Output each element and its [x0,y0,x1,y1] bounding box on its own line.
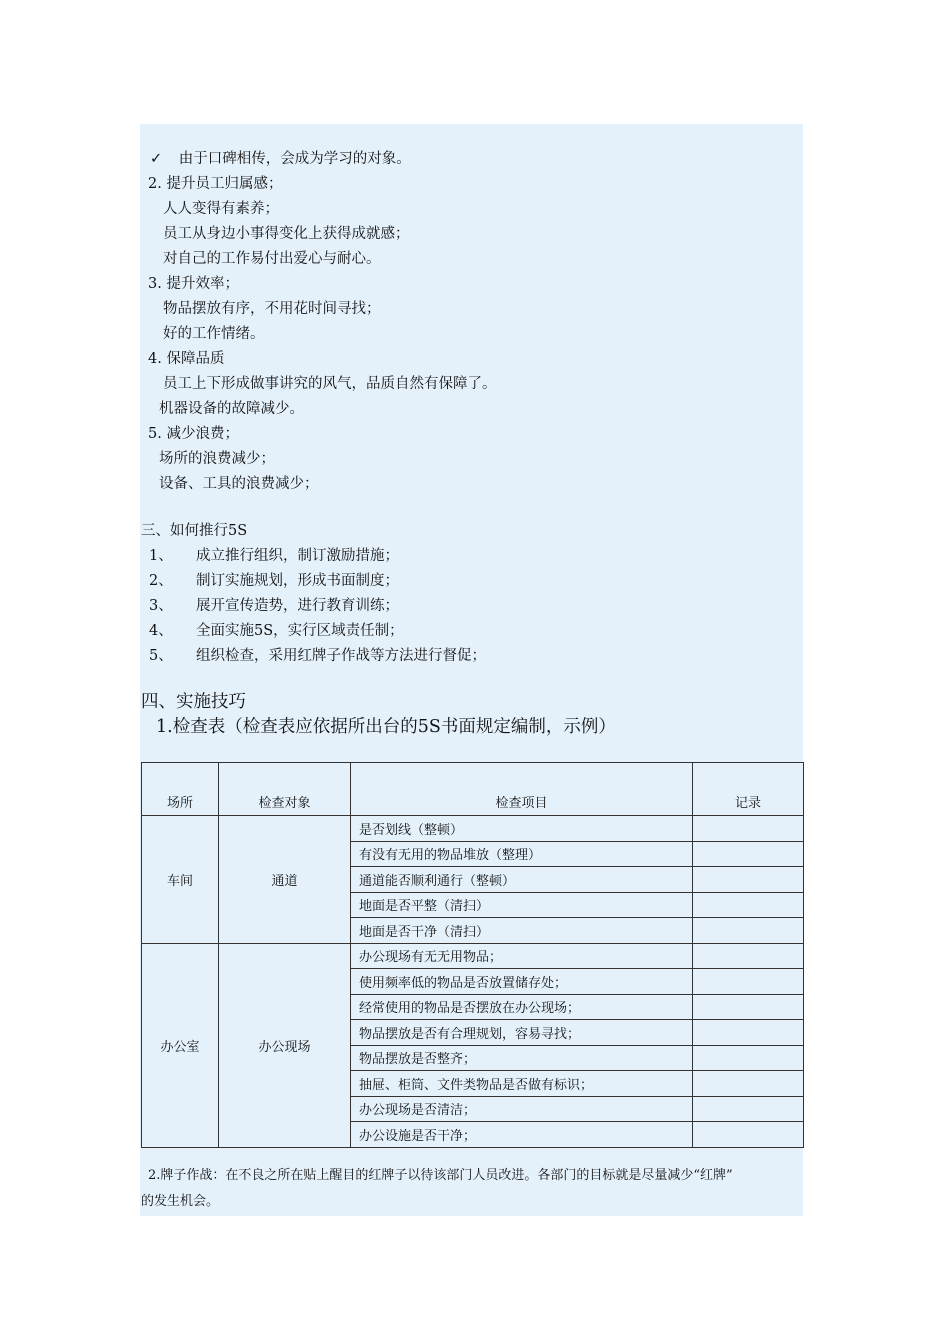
record-cell[interactable] [693,1071,804,1097]
benefit-2-line: 对自己的工作易付出爱心与耐心。 [163,251,381,267]
check-table [141,762,804,1148]
benefit-5-line: 设备、工具的浪费减少； [159,476,319,492]
item-cell: 是否划线（整顿） [351,816,693,842]
section-3-heading: 三、如何推行5S [141,523,248,539]
record-cell[interactable] [693,867,804,893]
object-cell: 通道 [219,816,351,944]
item-cell: 有没有无用的物品堆放（整理） [351,841,693,867]
record-cell[interactable] [693,943,804,969]
step-item: 3、 展开宣传造势，进行教育训练； [149,598,399,614]
header-item: 检查项目 [351,763,693,816]
benefit-2-line: 人人变得有素养； [163,201,279,217]
benefit-3-line: 物品摆放有序，不用花时间寻找； [163,301,381,317]
red-tag-note-line2: 的发生机会。 [141,1194,220,1209]
header-object: 检查对象 [219,763,351,816]
record-cell[interactable] [693,1045,804,1071]
step-item: 1、 成立推行组织，制订激励措施； [149,548,399,564]
benefit-5-line: 场所的浪费减少； [159,451,275,467]
record-cell[interactable] [693,892,804,918]
table-header-row [142,763,804,816]
record-cell[interactable] [693,841,804,867]
benefit-2-title: 2. 提升员工归属感； [148,176,283,192]
item-cell: 物品摆放是否整齐； [351,1045,693,1071]
check-line: ✓ 由于口碑相传，会成为学习的对象。 [150,151,411,167]
item-cell: 抽屉、柜筒、文件类物品是否做有标识； [351,1071,693,1097]
record-cell[interactable] [693,1122,804,1148]
benefit-3-line: 好的工作情绪。 [163,326,265,342]
item-cell: 物品摆放是否有合理规划，容易寻找； [351,1020,693,1046]
record-cell[interactable] [693,969,804,995]
object-cell: 办公现场 [219,943,351,1147]
benefit-3-title: 3. 提升效率； [148,276,239,292]
item-cell: 通道能否顺利通行（整顿） [351,867,693,893]
benefit-5-title: 5. 减少浪费； [148,426,239,442]
red-tag-note-line1: 2.牌子作战：在不良之所在贴上醒目的红牌子以待该部门人员改进。各部门的目标就是尽量减少“红牌” [148,1168,733,1183]
table-row [142,816,804,842]
record-cell[interactable] [693,918,804,944]
benefit-4-line: 机器设备的故障减少。 [159,401,304,417]
section-4-heading: 四、实施技巧 [141,692,246,712]
header-record: 记录 [693,763,804,816]
record-cell[interactable] [693,1096,804,1122]
table-row [142,943,804,969]
item-cell: 办公现场有无无用物品； [351,943,693,969]
step-item: 2、 制订实施规划，形成书面制度； [149,573,399,589]
item-cell: 地面是否平整（清扫） [351,892,693,918]
item-cell: 办公设施是否干净； [351,1122,693,1148]
record-cell[interactable] [693,1020,804,1046]
benefit-4-title: 4. 保障品质 [148,351,225,367]
place-cell: 车间 [142,816,219,944]
item-cell: 使用频率低的物品是否放置储存处； [351,969,693,995]
item-cell: 办公现场是否清洁； [351,1096,693,1122]
record-cell[interactable] [693,816,804,842]
record-cell[interactable] [693,994,804,1020]
check-mark-icon: ✓ [150,151,163,167]
item-cell: 经常使用的物品是否摆放在办公现场； [351,994,693,1020]
place-cell: 办公室 [142,943,219,1147]
benefit-2-line: 员工从身边小事得变化上获得成就感； [163,226,410,242]
item-cell: 地面是否干净（清扫） [351,918,693,944]
step-item: 5、 组织检查，采用红牌子作战等方法进行督促； [149,648,486,664]
step-item: 4、 全面实施5S，实行区域责任制； [149,623,404,639]
header-place: 场所 [142,763,219,816]
benefit-4-line: 员工上下形成做事讲究的风气，品质自然有保障了。 [163,376,497,392]
checklist-subheading: 1.检查表（检查表应依据所出台的5S书面规定编制，示例） [156,717,616,737]
